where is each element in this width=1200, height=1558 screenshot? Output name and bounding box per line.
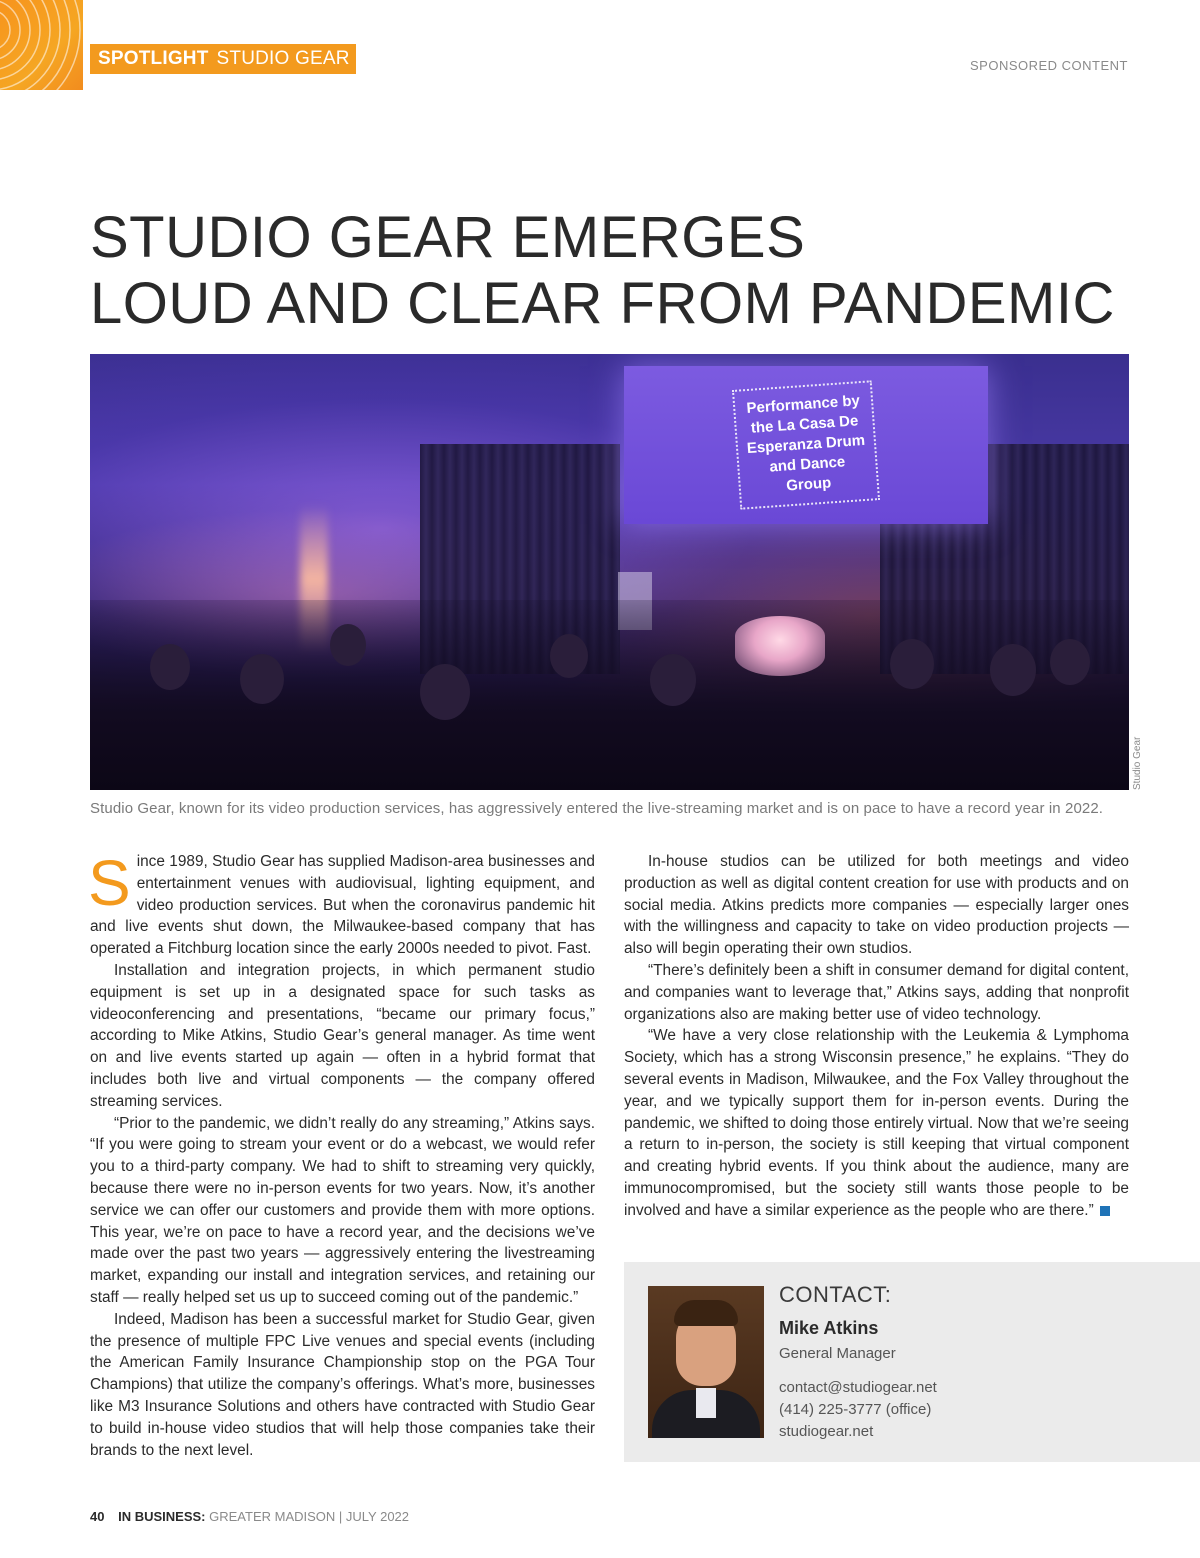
screen-text: Performance by the La Casa De Esperanza Drum and Dance Group	[732, 380, 880, 509]
article-paragraph: Since 1989, Studio Gear has supplied Madison-area businesses and entertainment venues with audiovisual, lighting equipment, and video production services. But when the coronavirus pandemic hit and live events shut down, the Milwaukee-based company that has operated a Fitchburg location since the early 2000s needed to pivot. Fast.	[88, 847, 595, 958]
audience-head	[420, 664, 470, 720]
event-photo	[90, 354, 1129, 790]
article-column-left	[88, 847, 595, 1461]
section-label-light: STUDIO GEAR	[216, 48, 350, 69]
article-paragraph: “We have a very close relationship with the Leukemia & Lymphoma Society, which has a strong Wisconsin presence,” he explains. “They do several events in Madison, Milwaukee, and the Fox Valley throughout the year, and we typically support them for in-person events. During the pandemic, we shifted to doing those entirely virtual. Now that we’re seeing a return to in-person, the society is still keeping that virtual component and creating hybrid events. If you think about the audience, many are immunocompromised, but the society still wants those people to be involved and have a similar experience as the people who are there.”	[624, 1027, 1129, 1219]
contact-headshot	[648, 1286, 764, 1438]
article-paragraph: “There’s definitely been a shift in consumer demand for digital content, and companies want to leverage that,” Atkins says, adding that nonprofit organizations also are making better use of video technology.	[624, 961, 1129, 1023]
audience-head	[890, 639, 934, 689]
section-tag	[90, 44, 356, 74]
contact-heading: CONTACT:	[779, 1282, 892, 1307]
audience-head	[330, 624, 366, 666]
end-mark-icon	[1100, 1206, 1110, 1216]
projection-screen	[624, 366, 988, 524]
audience-head	[1050, 639, 1090, 685]
contact-role: General Manager	[779, 1345, 896, 1362]
audience-head	[550, 634, 588, 678]
sponsored-label: SPONSORED CONTENT	[969, 58, 1128, 73]
photo-credit: Studio Gear	[1132, 736, 1143, 790]
article-paragraph: Indeed, Madison has been a successful market for Studio Gear, given the presence of multiple FPC Live venues and special events (including the American Family Insurance Championship stop on the PGA Tour Champions) that utilize the company’s offerings. What’s more, businesses like M3 Insurance Solutions and others have contracted with Studio Gear to build in-house video studios that will help those companies take their brands to the next level.	[90, 1310, 595, 1459]
headline-line-2: LOUD AND CLEAR FROM PANDEMIC	[90, 271, 1115, 336]
audience-head	[990, 644, 1036, 696]
corner-decoration	[0, 0, 83, 90]
audience-head	[150, 644, 190, 690]
contact-box	[624, 1262, 1200, 1462]
headline-line-1: STUDIO GEAR EMERGES	[90, 205, 806, 270]
audience-head	[240, 654, 284, 704]
headline	[90, 205, 1130, 337]
article-paragraph: Installation and integration projects, in which permanent studio equipment is set up in a designated space for such tasks as videoconferencing and presentations, “became our primary focus,” according to Mike Atkins, Studio Gear’s general manager. As time went on and live events started up again — often in a hybrid format that includes both live and virtual components — the company offered streaming services.	[90, 961, 595, 1110]
audience-head	[650, 654, 696, 706]
contact-phone: (414) 225-3777 (office)	[779, 1401, 932, 1418]
article-column-right	[624, 851, 1129, 1222]
issue-info: GREATER MADISON | JULY 2022	[209, 1509, 410, 1524]
page-number: 40	[90, 1509, 105, 1524]
contact-email[interactable]: contact@studiogear.net	[779, 1379, 937, 1396]
photo-caption: Studio Gear, known for its video production services, has aggressively entered the live-streaming market and is on pace to have a record year in 2022.	[90, 800, 1104, 817]
contact-details	[779, 1282, 937, 1443]
section-label-strong: SPOTLIGHT	[98, 48, 209, 69]
publication-name: IN BUSINESS:	[118, 1509, 206, 1524]
contact-name: Mike Atkins	[779, 1318, 879, 1338]
contact-website[interactable]: studiogear.net	[779, 1423, 874, 1440]
article-paragraph: “Prior to the pandemic, we didn’t really do any streaming,” Atkins says. “If you were going to stream your event or do a webcast, we would refer you to a third-party company. We had to shift to streaming very quickly, because there were no in-person events for two years. Now, it’s another service we can offer our customers and provide them with more options. This year, we’re on pace to have a record year, and the decisions we’ve made over the past two years — aggressively entering the livestreaming market, expanding our install and integration services, and retaining our staff — really helped set us up to succeed coming out of the pandemic.”	[90, 1114, 595, 1306]
centerpiece-lamp	[735, 616, 825, 676]
drop-cap: S	[88, 847, 131, 919]
article-paragraph: In-house studios can be utilized for both meetings and video production as well as digital content creation for use with products and on social media. Atkins predicts more companies — especially larger ones with the willingness and capacity to take on video production projects — also will begin operating their own studios.	[624, 853, 1129, 958]
page-footer	[90, 1509, 409, 1524]
